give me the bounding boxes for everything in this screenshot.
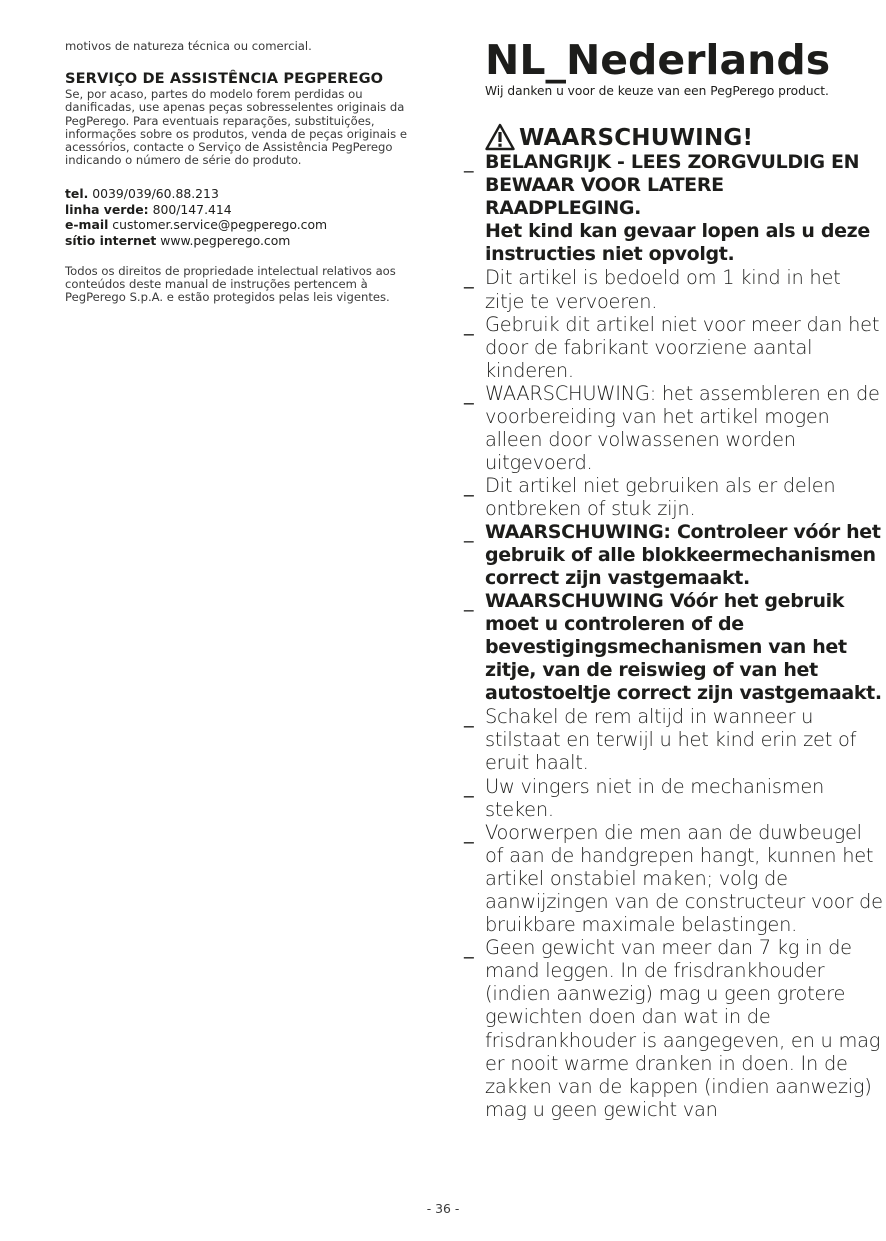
service-body: Se, por acaso, partes do modelo forem perdidas ou danificadas, use apenas peças sobresselentes originais da PegPerego. Para eventuais reparações, substituições, informações sobre os produtos, venda de peças originais e acessórios, contacte o Serviço de Assistência PegPerego indicando o número de série do produto.: [65, 87, 407, 168]
warning-title: WAARSCHUWING!: [519, 125, 754, 151]
warning-list: [464, 151, 884, 1121]
page-number: - 36 -: [426, 1201, 460, 1216]
list-item: _ Geen gewicht van meer dan 7 kg in de mand leggen. In de frisdrankhouder (indien aanwezig) mag u geen grotere gewichten doen dan wat in de frisdrankhouder is aangegeven, en u mag er nooit warme dranken in doen. In de zakken van de kappen (indien aanwezig) mag u geen gewicht van: [464, 936, 884, 1121]
warning-triangle-icon: [485, 123, 515, 151]
intro-text: motivos de natureza técnica ou comercial.: [65, 39, 312, 53]
list-item: _ WAARSCHUWING: het assembleren en de voorbereiding van het artikel mogen alleen door volwassenen worden uitgevoerd.: [464, 382, 884, 474]
list-item: _ Dit artikel niet gebruiken als er delen ontbreken of stuk zijn.: [464, 474, 884, 520]
warning-header: [485, 121, 884, 151]
left-column: [65, 40, 430, 305]
hotline-label: linha verde:: [65, 201, 149, 217]
contact-web: [65, 233, 430, 248]
list-item: _ Voorwerpen die men aan de duwbeugel of aan de handgrepen hangt, kunnen het artikel onstabiel maken; volg de aanwijzingen van de constructeur voor de bruikbare maximale belastingen.: [464, 821, 884, 936]
important-line-2: Het kind kan gevaar lopen als u deze instructies niet opvolgt.: [485, 220, 870, 266]
list-item: _ WAARSCHUWING: Controleer vóór het gebruik of alle blokkeermechanismen correct zijn vastgemaakt.: [464, 521, 884, 590]
ip-notice: Todos os direitos de propriedade intelectual relativos aos conteúdos deste manual de instruções pertencem à PegPerego S.p.A. e estão protegidos pelas leis vigentes.: [65, 264, 396, 305]
list-item: _ Dit artikel is bedoeld om 1 kind in het zitje te vervoeren.: [464, 266, 884, 312]
email-value: customer.service@pegperego.com: [112, 217, 328, 233]
important-line-1: _ BELANGRIJK - LEES ZORGVULDIG EN BEWAAR VOOR LATERE RAADPLEGING.: [485, 151, 860, 220]
language-title: NL_Nederlands: [485, 36, 831, 84]
contact-tel: [65, 186, 430, 201]
contact-hotline: [65, 202, 430, 217]
list-item-important: [464, 151, 884, 266]
email-label: e-mail: [65, 217, 109, 233]
list-item: _ WAARSCHUWING Vóór het gebruik moet u controleren of de bevestigingsmechanismen van het zitje, van de reiswieg of van het autostoeltje correct zijn vastgemaakt.: [464, 590, 884, 705]
tel-value: 0039/039/60.88.213: [92, 186, 219, 202]
list-item: _ Schakel de rem altijd in wanneer u stilstaat en terwijl u het kind erin zet of eruit haalt.: [464, 705, 884, 774]
thanks-text: Wij danken u voor de keuze van een PegPerego product.: [485, 84, 829, 98]
list-item: _ Uw vingers niet in de mechanismen steken.: [464, 775, 884, 821]
tel-label: tel.: [65, 186, 89, 202]
right-column: [464, 36, 884, 1121]
service-title: SERVIÇO DE ASSISTÊNCIA PEGPEREGO: [65, 70, 384, 88]
list-item: _ Gebruik dit artikel niet voor meer dan het door de fabrikant voorziene aantal kinderen.: [464, 313, 884, 382]
contact-block: [65, 186, 430, 248]
web-label: sítio internet: [65, 232, 157, 248]
hotline-value: 800/147.414: [152, 201, 232, 217]
contact-email: [65, 217, 430, 232]
web-value: www.pegperego.com: [160, 232, 291, 248]
